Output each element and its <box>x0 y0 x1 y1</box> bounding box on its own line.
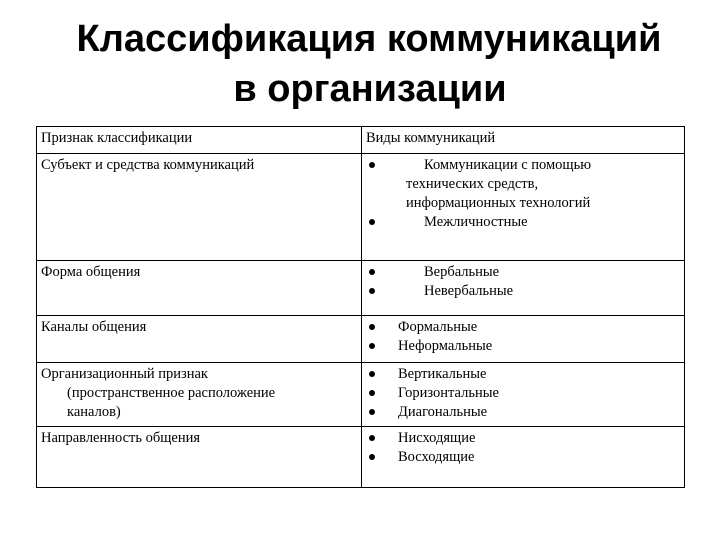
row-criterion: Каналы общения <box>37 316 362 363</box>
list-item: Вербальные <box>366 263 680 282</box>
types-list <box>366 263 680 301</box>
list-item: Формальные <box>366 318 680 337</box>
row-types <box>362 427 685 488</box>
classification-table <box>36 126 685 488</box>
table-row <box>37 154 685 261</box>
table-row <box>37 427 685 488</box>
types-list <box>366 156 680 232</box>
header-types: Виды коммуникаций <box>362 127 685 154</box>
header-criterion: Признак классификации <box>37 127 362 154</box>
row-types <box>362 316 685 363</box>
list-item: Межличностные <box>366 213 680 232</box>
row-criterion: Направленность общения <box>37 427 362 488</box>
row-types <box>362 154 685 261</box>
row-types <box>362 363 685 427</box>
row-criterion: Субъект и средства коммуникаций <box>37 154 362 261</box>
title-line-2: в организации <box>233 68 507 110</box>
types-list <box>366 318 680 356</box>
list-item: Неформальные <box>366 337 680 356</box>
table-row <box>37 363 685 427</box>
types-list <box>366 429 680 467</box>
list-item: Диагональные <box>366 403 680 422</box>
row-criterion: Форма общения <box>37 261 362 316</box>
list-item: Коммуникации с помощью технических средств, информационных технологий <box>366 156 680 213</box>
table-row <box>37 316 685 363</box>
list-item: Восходящие <box>366 448 680 467</box>
list-item: Горизонтальные <box>366 384 680 403</box>
types-list <box>366 365 680 422</box>
page-title <box>0 14 720 114</box>
table-row <box>37 261 685 316</box>
list-item: Нисходящие <box>366 429 680 448</box>
row-criterion: Организационный признак (пространственное расположение каналов) <box>37 363 362 427</box>
table-header-row <box>37 127 685 154</box>
title-line-1: Классификация коммуникаций <box>76 18 662 60</box>
list-item: Невербальные <box>366 282 680 301</box>
list-item: Вертикальные <box>366 365 680 384</box>
row-types <box>362 261 685 316</box>
